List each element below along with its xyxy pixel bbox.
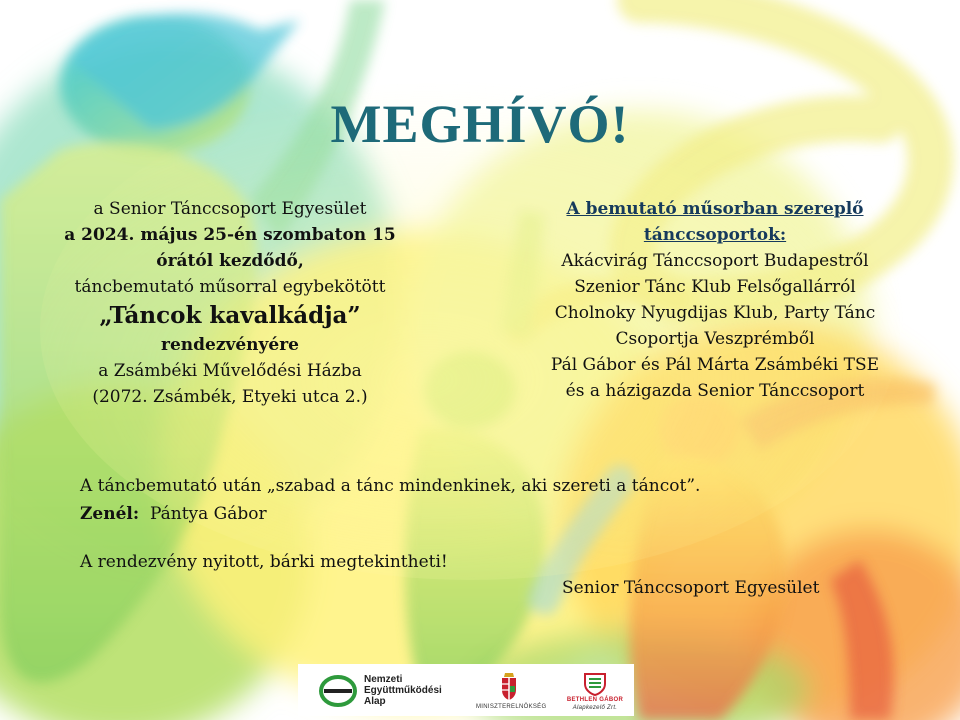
- organizer-line: a Senior Tánccsoport Egyesület: [93, 199, 367, 219]
- bethlen-label: BETHLEN GÁBOR: [566, 697, 624, 703]
- performer-item: Pál Gábor és Pál Márta Zsámbéki TSE: [550, 355, 880, 375]
- music-performer: Pántya Gábor: [149, 504, 267, 524]
- date-line-2: órától kezdődő,: [156, 251, 304, 271]
- music-label: Zenél:: [80, 504, 140, 524]
- coat-of-arms-icon: [498, 672, 520, 702]
- performer-item: és a házigazda Senior Tánccsoport: [565, 381, 865, 401]
- ministry-label: MINISZTERELNÖKSÉG: [476, 704, 547, 710]
- performers-list: [505, 196, 925, 404]
- performers-heading-1: A bemutató műsorban szereplő: [566, 199, 864, 219]
- date-line-1: a 2024. május 25-én szombaton 15: [64, 225, 396, 245]
- performer-item: Csoportja Veszprémből: [615, 329, 815, 349]
- venue-line: a Zsámbéki Művelődési Házba: [98, 361, 362, 381]
- address-line: (2072. Zsámbék, Etyeki utca 2.): [92, 387, 368, 407]
- program-line: táncbemutató műsorral egybekötött: [74, 277, 386, 297]
- bethlen-logo-icon: [582, 670, 608, 696]
- open-event-note: A rendezvény nyitott, bárki megtekintheti!: [80, 552, 448, 572]
- event-name: „Táncok kavalkádja”: [99, 302, 361, 329]
- organizer-signature: Senior Tánccsoport Egyesület: [562, 578, 820, 598]
- music-line: [80, 500, 900, 528]
- performer-item: Szenior Tánc Klub Felsőgallárról: [574, 277, 856, 297]
- event-suffix: rendezvényére: [160, 335, 299, 355]
- performers-heading-2: tánccsoportok:: [643, 225, 787, 245]
- sponsor-logo-bar: [298, 664, 634, 716]
- bethlen-sublabel: Alapkezelő Zrt.: [572, 705, 618, 711]
- page-title: MEGHÍVÓ!: [330, 94, 630, 154]
- additional-info: [80, 472, 900, 576]
- nea-logo-text: Nemzeti Együttműködési Alap: [364, 674, 442, 707]
- after-show-note: A táncbemutató után „szabad a tánc mindenkinek, aki szereti a táncot”.: [80, 476, 701, 496]
- invitation-details: [30, 196, 430, 410]
- performer-item: Cholnoky Nyugdijas Klub, Party Tánc: [554, 303, 876, 323]
- performer-item: Akácvirág Tánccsoport Budapestről: [561, 251, 869, 271]
- nea-logo-icon: [318, 674, 358, 708]
